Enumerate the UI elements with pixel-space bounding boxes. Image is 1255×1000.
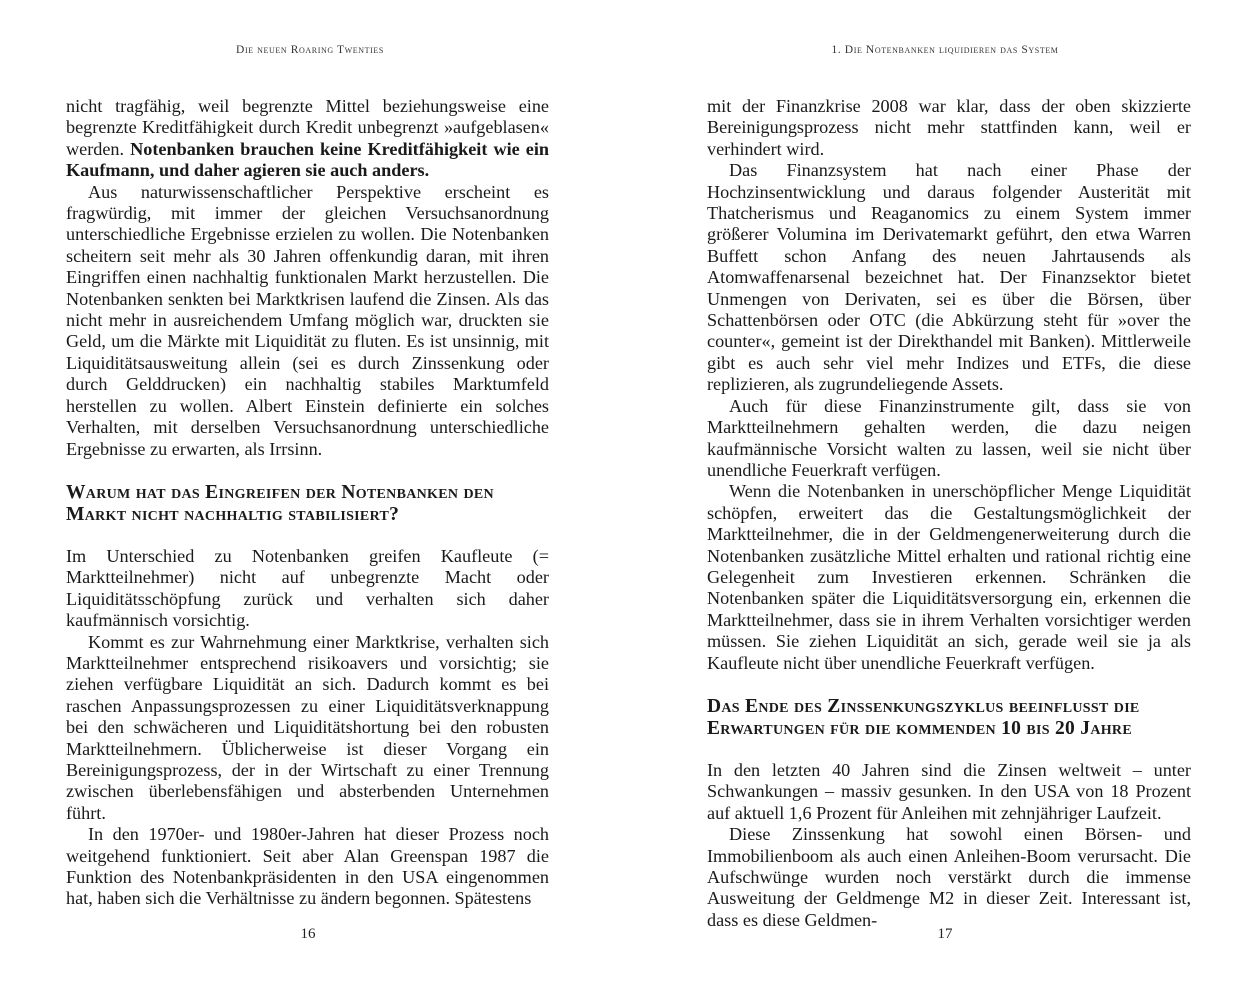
paragraph: In den letzten 40 Jahren sind die Zinsen weltweit – unter Schwankungen – massiv gesunken. In den USA von 18 Prozent auf aktuell 1,6 Prozent für Anleihen mit zehnjähriger Laufzeit. (707, 759, 1191, 823)
paragraph (66, 96, 549, 182)
section-heading: Das Ende des Zinssenkungszyklus beeinflusst die Erwartungen für die kommenden 10 bis 20 Jahre (707, 695, 1140, 739)
paragraph: Wenn die Notenbanken in unerschöpflicher Menge Liquidität schöpfen, erweitert das die Gestaltungsmöglichkeit der Marktteilnehmer, die in der Geldmengenerweiterung durch die Notenbanken zusätzliche Mittel erhalten und rational richtig eine Gelegenheit zum Investieren erkennen. Schränken die Notenbanken später die Liquiditätsversorgung ein, erkennen die Marktteilnehmer, dass sie in ihrem Verhalten vorsichtiger werden müssen. Sie ziehen Liquidität an sich, gerade weil sie ja als Kaufleute nicht über unendliche Feuerkraft verfügen. (707, 481, 1191, 673)
section-heading: Warum hat das Eingreifen der Notenbanken den Markt nicht nachhaltig stabilisiert? (66, 481, 494, 525)
paragraph: Aus naturwissenschaftlicher Perspektive erscheint es fragwürdig, mit immer der gleichen Versuchsanordnung unterschiedliche Ergebnisse erzielen zu wollen. Die Notenbanken scheitern seit mehr als 30 Jahren offenkundig daran, mit ihren Eingriffen einen nachhaltig funktionalen Markt herzustellen. Die Notenbanken senkten bei Marktkrisen laufend die Zinsen. Als das nicht mehr in ausreichendem Umfang möglich war, druckten sie Geld, um die Märkte mit Liquidität zu fluten. Es ist unsinnig, mit Liquiditätsausweitung allein (sei es durch Zinssenkung oder durch Gelddrucken) ein nachhaltig stabiles Marktumfeld herstellen zu wollen. Albert Einstein definierte ein solches Verhalten, mit derselben Versuchsanordnung unterschiedliche Ergebnisse zu erwarten, als Irrsinn. (66, 181, 549, 459)
page-number-right: 17 (937, 926, 953, 942)
bold-statement: Notenbanken brauchen keine Kreditfähigkeit wie ein Kaufmann, und daher agieren sie auch anders. (66, 138, 549, 181)
left-page-body (66, 96, 549, 910)
paragraph: mit der Finanzkrise 2008 war klar, dass der oben skizzierte Bereinigungsprozess nicht mehr stattfinden kann, weil er verhindert wird. (707, 96, 1191, 159)
paragraph: Auch für diese Finanzinstrumente gilt, dass sie von Marktteilnehmern gehalten werden, die dazu neigen kaufmännische Vorsicht walten zu lassen, weil sie nicht über unendliche Feuerkraft verfügen. (707, 395, 1191, 480)
paragraph: Kommt es zur Wahrnehmung einer Marktkrise, verhalten sich Marktteilnehmer entsprechend risikoavers und vorsichtig; sie ziehen verfügbare Liquidität an sich. Dadurch kommt es bei raschen Anpassungsprozessen zu einer Liquiditätsverknappung bei den schwächeren und Liquiditätshortung bei den robusten Marktteilnehmern. Üblicherweise ist dieser Vorgang ein Bereinigungsprozess, der in der Wirtschaft zu einer Trennung zwischen überlebensfähigen und absterbenden Unternehmen führt. (66, 631, 549, 823)
paragraph: In den 1970er- und 1980er-Jahren hat dieser Prozess noch weitgehend funktioniert. Seit aber Alan Greenspan 1987 die Funktion des Notenbankpräsidenten in den USA eingenommen hat, haben sich die Verhältnisse zu ändern begonnen. Spätestens (66, 824, 549, 909)
running-head-right: 1. Die Notenbanken liquidieren das System (831, 44, 1059, 56)
paragraph: Das Finanzsystem hat nach einer Phase der Hochzinsentwicklung und daraus folgender Austerität mit Thatcherismus und Reaganomics zu einem System immer größerer Volumina im Derivatemarkt geführt, den etwa Warren Buffett schon Anfang des neuen Jahrtausends als Atomwaffenarsenal bezeichnet hat. Der Finanzsektor bietet Unmengen von Derivaten, sei es über die Börsen, über Schattenbörsen oder OTC (die Abkürzung steht für »over the counter«, gemeint ist der Direkthandel mit Banken). Mittlerweile gibt es auch sehr viel mehr Indizes und ETFs, die diese replizieren, als zugrundeliegende Assets. (707, 160, 1191, 395)
right-page (635, 0, 1255, 1000)
paragraph-text: nicht tragfähig, weil begrenzte Mittel beziehungsweise eine begrenzte Kreditfähigkeit durch Kredit unbegrenzt »aufgeblasen« werden. (66, 96, 549, 159)
right-page-body (707, 96, 1191, 931)
left-page (0, 0, 620, 1000)
page-number-left: 16 (300, 926, 316, 942)
paragraph: Diese Zinssenkung hat sowohl einen Börsen- und Immobilienboom als auch einen Anleihen-Boom verursacht. Die Aufschwünge wurden noch verstärkt durch die immense Ausweitung der Geldmenge M2 in dieser Zeit. Interessant ist, dass es diese Geldmen- (707, 824, 1191, 930)
running-head-left: Die neuen Roaring Twenties (236, 44, 384, 56)
paragraph: Im Unterschied zu Notenbanken greifen Kaufleute (= Marktteilnehmer) nicht auf unbegrenzte Macht oder Liquiditätsschöpfung zurück und verhalten sich daher kaufmännisch vorsichtig. (66, 545, 549, 631)
